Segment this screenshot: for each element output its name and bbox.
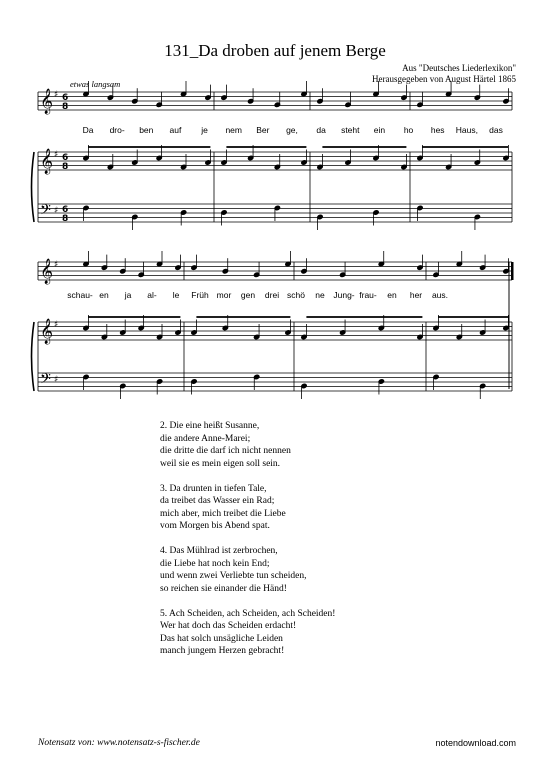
time-signature: 8 bbox=[62, 102, 69, 112]
lyric-syllable: ho bbox=[403, 125, 414, 135]
lyric-syllable: ne bbox=[315, 290, 325, 300]
verse-line: die dritte die darf ich nicht nennen bbox=[160, 446, 291, 456]
verses-block bbox=[160, 420, 335, 670]
verse-line: da treibet das Wasser ein Rad; bbox=[160, 496, 275, 506]
lyric-syllable: frau- bbox=[359, 290, 377, 300]
final-barline-thick bbox=[511, 262, 514, 280]
time-signature: 6 bbox=[62, 93, 69, 103]
lyric-syllable: en bbox=[99, 290, 109, 300]
lyric-syllable: le bbox=[172, 290, 180, 300]
staff-lines bbox=[38, 92, 512, 391]
lyric-syllable: ein bbox=[373, 125, 386, 135]
footer-site: notendownload.com bbox=[435, 738, 516, 748]
verse-2 bbox=[160, 420, 335, 470]
sharp-key-signature: ♯ bbox=[54, 90, 59, 100]
verse-line: 4. Das Mühlrad ist zerbrochen, bbox=[160, 546, 278, 556]
sharp-key-signature: ♯ bbox=[54, 320, 59, 330]
verse-line: die andere Anne-Marei; bbox=[160, 433, 251, 444]
lyric-syllable: ge, bbox=[286, 125, 298, 135]
lyric-syllable: ben bbox=[139, 125, 154, 135]
clefs bbox=[40, 88, 68, 391]
verse-line: manch jungem Herzen gebracht! bbox=[160, 646, 285, 656]
verse-line: 5. Ach Scheiden, ach Scheiden, ach Scheiden! bbox=[160, 608, 336, 619]
time-signature: 6 bbox=[62, 205, 69, 215]
lyric-syllable: schö bbox=[287, 290, 305, 300]
time-signature: 8 bbox=[62, 162, 69, 172]
lyric-syllable: da bbox=[316, 125, 326, 135]
lyrics-system-1 bbox=[83, 125, 503, 135]
treble-clef: 𝄞 bbox=[40, 149, 54, 174]
verse-line: vom Morgen bis Abend spat. bbox=[160, 521, 270, 531]
lyric-syllable: en bbox=[387, 290, 397, 300]
bass-clef: 𝄢 bbox=[40, 371, 51, 391]
verse-line: mich aber, mich treibet die Liebe bbox=[160, 508, 286, 519]
lyric-syllable: her bbox=[409, 290, 423, 300]
verse-line: Das hat solch unsägliche Leiden bbox=[160, 633, 283, 644]
lyric-syllable: gen bbox=[240, 290, 256, 300]
lyric-syllable: schau- bbox=[67, 290, 93, 300]
lyric-syllable: ja bbox=[124, 290, 132, 300]
lyric-syllable: das bbox=[489, 125, 503, 135]
treble-clef: 𝄞 bbox=[40, 319, 54, 344]
lyric-syllable: auf bbox=[169, 125, 182, 135]
lyric-syllable: al- bbox=[147, 290, 157, 300]
sharp-key-signature: ♯ bbox=[54, 260, 59, 270]
lyric-syllable: aus. bbox=[431, 290, 449, 300]
sharp-key-signature: ♯ bbox=[54, 375, 59, 385]
verse-line: die Liebe hat noch kein End; bbox=[160, 558, 270, 569]
verse-5 bbox=[160, 608, 335, 658]
sharp-key-signature: ♯ bbox=[54, 206, 59, 216]
source-line: Herausgegeben von August Härtel 1865 bbox=[372, 74, 516, 84]
verse-line: Wer hat doch das Scheiden erdacht! bbox=[160, 621, 297, 631]
time-signature: 6 bbox=[62, 153, 69, 163]
barlines bbox=[32, 92, 514, 391]
source-line: Aus "Deutsches Liederlexikon" bbox=[402, 63, 516, 73]
lyric-syllable: Jung- bbox=[333, 290, 355, 300]
verse-line: weil sie es mein eigen soll sein. bbox=[160, 458, 281, 469]
lyric-syllable: Ber bbox=[256, 125, 270, 135]
page-title: 131_Da droben auf jenem Berge bbox=[164, 41, 386, 60]
lyric-syllable: steht bbox=[341, 125, 360, 135]
lyric-syllable: drei bbox=[264, 290, 280, 300]
lyric-syllable: mor bbox=[216, 290, 232, 300]
verse-3 bbox=[160, 483, 335, 533]
treble-clef: 𝄞 bbox=[40, 89, 54, 114]
verse-line: so reichen sie einander die Händ! bbox=[160, 583, 287, 594]
verse-4 bbox=[160, 545, 335, 595]
treble-clef: 𝄞 bbox=[40, 259, 54, 284]
piano-brace bbox=[32, 152, 35, 222]
lyric-syllable: Haus, bbox=[455, 125, 478, 135]
time-signature: 8 bbox=[62, 214, 69, 224]
lyric-syllable: nem bbox=[225, 125, 242, 135]
lyric-syllable: Da bbox=[82, 125, 94, 135]
lyric-syllable: je bbox=[201, 125, 208, 135]
sharp-key-signature: ♯ bbox=[54, 150, 59, 160]
lyric-syllable: dro- bbox=[109, 125, 125, 135]
footer-credit: Notensatz von: www.notensatz-s-fischer.de bbox=[38, 738, 200, 748]
lyric-syllable: hes bbox=[430, 125, 445, 135]
piano-brace bbox=[32, 322, 35, 391]
tempo-marking: etwas langsam bbox=[70, 79, 121, 89]
lyrics-system-2 bbox=[67, 290, 448, 300]
verse-line: und wenn zwei Verliebte tun scheiden, bbox=[160, 571, 307, 581]
verse-line: 3. Da drunten in tiefen Tale, bbox=[160, 483, 267, 494]
verse-line: 2. Die eine heißt Susanne, bbox=[160, 421, 260, 431]
lyric-syllable: Früh bbox=[191, 290, 209, 300]
bass-clef: 𝄢 bbox=[40, 202, 51, 222]
